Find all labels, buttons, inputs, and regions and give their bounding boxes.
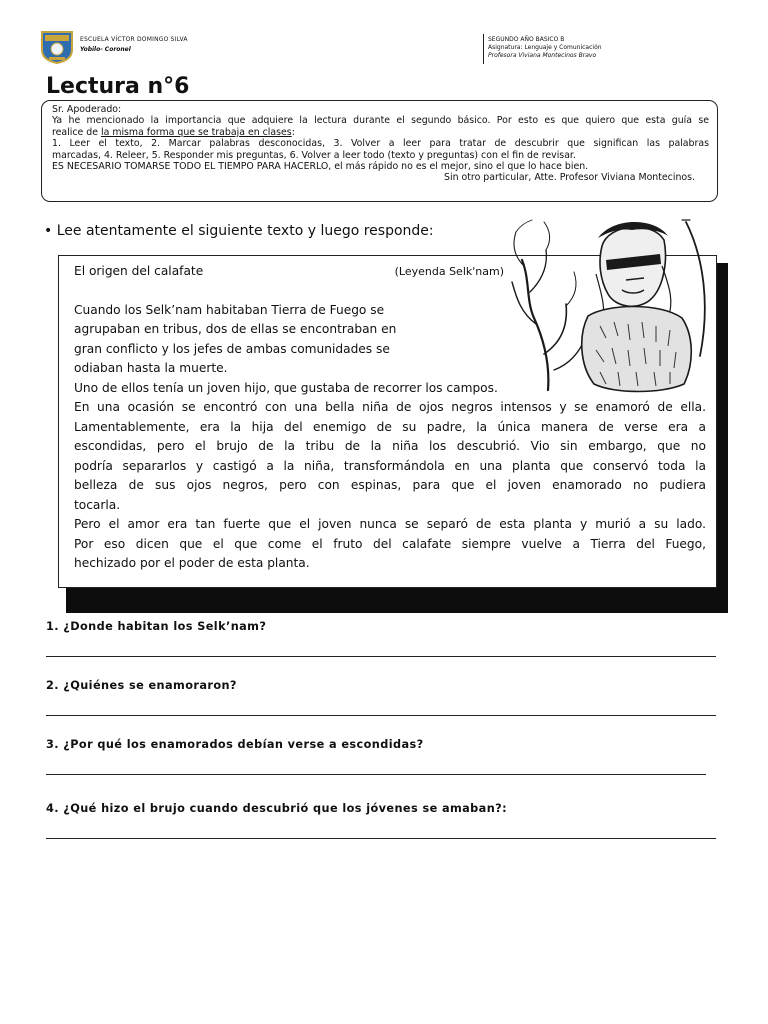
answer-line-4[interactable] bbox=[46, 838, 716, 839]
selknam-illustration bbox=[510, 214, 720, 396]
story-line: tocarla. bbox=[74, 497, 121, 512]
story-line: belleza de sus ojos negros, pero con espinas, para que el joven enamorado no pudiera bbox=[74, 478, 706, 492]
question-1: 1. ¿Donde habitan los Selk’nam? bbox=[46, 620, 267, 633]
story-line: Lamentablemente, era la hija del enemigo de su padre, la única manera de verse era a bbox=[74, 419, 706, 434]
story-line: En una ocasión se encontró con una bella niña de ojos negros intensos y se enamoró de ella. bbox=[74, 400, 706, 414]
page-title: Lectura n°6 bbox=[46, 74, 190, 99]
note-signature: Sin otro particular, Atte. Profesor Viviana Montecinos. bbox=[444, 172, 695, 184]
school-logo bbox=[40, 30, 74, 64]
story-line: hechizado por el poder de esta planta. bbox=[74, 556, 310, 570]
subject-label: Asignatura: Lenguaje y Comunicación bbox=[488, 44, 602, 51]
story-line: Cuando los Selk’nam habitaban Tierra de Fuego se bbox=[74, 302, 385, 317]
course-label: SEGUNDO AÑO BASICO B bbox=[488, 36, 565, 43]
story-line: gran conflicto y los jefes de ambas comunidades se bbox=[74, 341, 390, 356]
answer-line-2[interactable] bbox=[46, 715, 716, 716]
school-city: Yobilo- Coronel bbox=[80, 46, 131, 53]
note-line: marcadas, 4. Releer, 5. Responder mis preguntas, 6. Volver a leer todo (texto y preguntas) con el fin de revisar. bbox=[52, 149, 576, 161]
note-underlined-text: la misma forma que se trabaja en clases bbox=[100, 126, 292, 138]
story-legend-note: (Leyenda Selk'nam) bbox=[394, 265, 504, 278]
school-name: ESCUELA VÍCTOR DOMINGO SILVA bbox=[80, 36, 188, 43]
note-greeting: Sr. Apoderado: bbox=[52, 104, 122, 115]
note-line-suffix: : bbox=[291, 126, 295, 138]
parent-note bbox=[41, 100, 718, 202]
answer-line-3[interactable] bbox=[46, 774, 706, 775]
story-line: podría separarlos y castigó a la niña, transformándola en una planta que conservó toda la bbox=[74, 458, 706, 473]
story-line: Uno de ellos tenía un joven hijo, que gustaba de recorrer los campos. bbox=[74, 380, 498, 395]
story-line: escondidas, pero el brujo de la tribu de la niña los descubrió. Vio sin embargo, que no bbox=[74, 439, 706, 453]
note-line: Ya he mencionado la importancia que adquiere la lectura durante el segundo básico. Por esto es que quiero que esta guía se bbox=[52, 115, 709, 127]
note-line: 1. Leer el texto, 2. Marcar palabras desconocidas, 3. Volver a leer para tratar de descubrir que significan las palabras bbox=[52, 138, 709, 150]
question-4: 4. ¿Qué hizo el brujo cuando descubrió que los jóvenes se amaban?: bbox=[46, 802, 508, 815]
question-3: 3. ¿Por qué los enamorados debían verse a escondidas? bbox=[46, 738, 424, 751]
story-line: agrupaban en tribus, dos de ellas se encontraban en bbox=[74, 322, 397, 336]
story-header bbox=[74, 262, 504, 282]
note-line: ES NECESARIO TOMARSE TODO EL TIEMPO PARA HACERLO, el más rápido no es el mejor, sino el que lo hace bien. bbox=[52, 161, 589, 173]
story-line: odiaban hasta la muerte. bbox=[74, 361, 228, 375]
story-title: El origen del calafate bbox=[74, 264, 204, 278]
note-line bbox=[52, 127, 709, 138]
instruction: • Lee atentamente el siguiente texto y luego responde: bbox=[44, 223, 434, 239]
teacher-label: Profesora Viviana Montecinos Bravo bbox=[488, 52, 597, 59]
answer-line-1[interactable] bbox=[46, 656, 716, 657]
story-line: Por eso dicen que el que come el fruto del calafate siempre vuelve a Tierra del Fuego, bbox=[74, 536, 706, 551]
story-line: Pero el amor era tan fuerte que el joven nunca se separó de esta planta y murió a su lado. bbox=[74, 517, 706, 531]
header-divider bbox=[483, 34, 484, 64]
question-2: 2. ¿Quiénes se enamoraron? bbox=[46, 679, 237, 692]
note-line-prefix: realice de bbox=[52, 126, 101, 138]
